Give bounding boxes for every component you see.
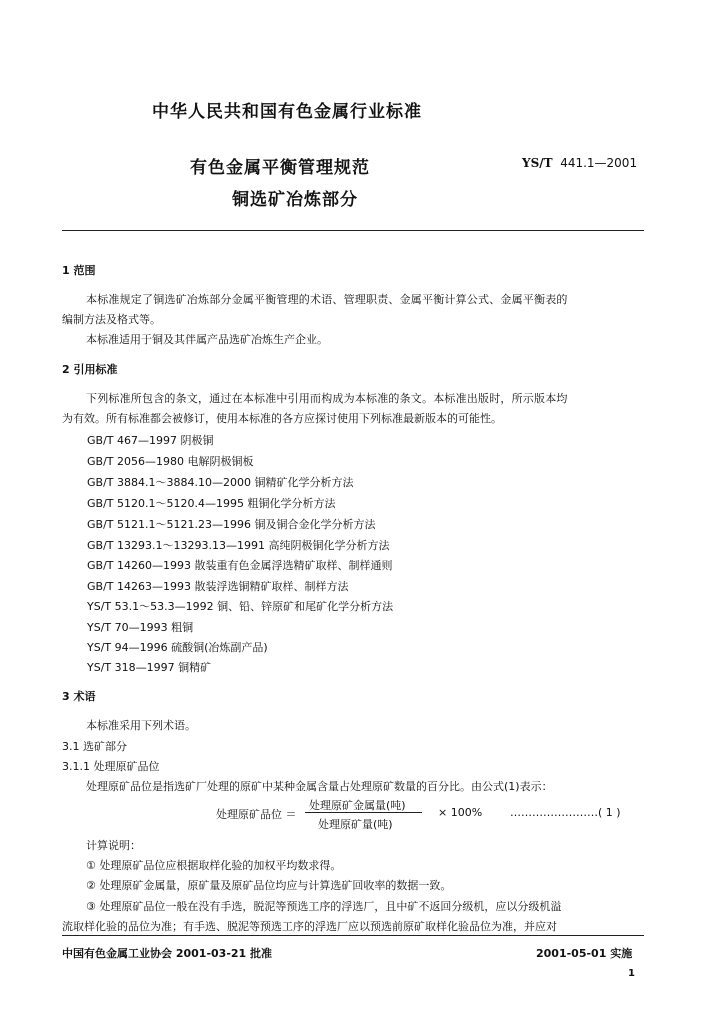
reference-item: GB/T 2056—1980 电解阴极铜板 [87,455,254,468]
page-number: 1 [628,968,635,979]
section-1-paragraph: 本标准规定了铜选矿冶炼部分金属平衡管理的术语、管理职责、金属平衡计算公式、金属平衡表的 [86,293,568,306]
reference-item: GB/T 467—1997 阴极铜 [87,434,214,447]
reference-item: YS/T 318—1997 铜精矿 [87,661,212,674]
reference-item: GB/T 5121.1～5121.23—1996 铜及铜合金化学分析方法 [87,518,376,531]
formula-number: ……………………( 1 ) [510,806,621,819]
approval-info: 中国有色金属工业协会 2001-03-21 批准 [62,947,273,960]
section-3-intro: 本标准采用下列术语。 [86,719,196,732]
reference-item: YS/T 70—1993 粗铜 [87,621,194,634]
reference-item: GB/T 5120.1～5120.4—1995 粗铜化学分析方法 [87,497,336,510]
standard-category-header: 中华人民共和国有色金属行业标准 [152,102,422,122]
subsection-3-1-1-heading: 3.1.1 处理原矿品位 [62,760,160,773]
title-divider [62,230,644,231]
formula-denominator: 处理原矿量(吨) [318,818,393,831]
footer-divider [62,935,644,936]
subsection-3-1-heading: 3.1 选矿部分 [62,740,127,753]
calc-note-continuation: 流取样化验的品位为准；有手选、脱泥等预选工序的浮选厂应以预选前原矿取样化验品位为准，并应对 [62,920,557,933]
standard-code-number: 441.1—2001 [560,156,638,170]
formula-lhs: 处理原矿品位 ＝ [216,808,297,821]
formula-numerator: 处理原矿金属量(吨) [309,799,406,812]
section-3-heading: 3 术语 [62,690,96,703]
document-subtitle: 铜选矿冶炼部分 [232,190,358,210]
reference-item: GB/T 14263—1993 散装浮选铜精矿取样、制样方法 [87,580,349,593]
reference-item: GB/T 14260—1993 散装重有色金属浮选精矿取样、制样通则 [87,559,393,572]
standard-code-prefix: YS/T [522,156,553,170]
calc-note-label: 计算说明： [86,839,141,852]
section-2-paragraph: 下列标准所包含的条文，通过在本标准中引用而构成为本标准的条文。本标准出版时，所示版本均 [86,392,568,405]
definition-text: 处理原矿品位是指选矿厂处理的原矿中某种金属含量占处理原矿数量的百分比。由公式(1)表示： [86,780,553,793]
reference-item: YS/T 94—1996 硫酸铜(冶炼副产品) [87,641,268,654]
section-2-paragraph-cont: 为有效。所有标准都会被修订，使用本标准的各方应探讨使用下列标准最新版本的可能性。 [62,412,502,425]
calc-note-item: ① 处理原矿品位应根据取样化验的加权平均数求得。 [86,859,342,872]
section-1-paragraph-cont: 编制方法及格式等。 [62,313,161,326]
section-1-scope-paragraph: 本标准适用于铜及其伴属产品选矿冶炼生产企业。 [86,333,328,346]
formula-rhs: × 100% [438,806,483,819]
reference-item: GB/T 13293.1～13293.13—1991 高纯阴极铜化学分析方法 [87,539,390,552]
section-1-heading: 1 范围 [62,264,96,277]
document-title: 有色金属平衡管理规范 [190,158,370,178]
reference-item: GB/T 3884.1～3884.10—2000 铜精矿化学分析方法 [87,476,354,489]
standard-code [522,156,637,170]
section-2-heading: 2 引用标准 [62,363,118,376]
reference-item: YS/T 53.1～53.3—1992 铜、铅、锌原矿和尾矿化学分析方法 [87,600,394,613]
calc-note-item: ② 处理原矿金属量，原矿量及原矿品位均应与计算选矿回收率的数据一致。 [86,879,452,892]
calc-note-item: ③ 处理原矿品位一般在没有手选，脱泥等预选工序的浮选厂，且中矿不返回分级机，应以分级机溢 [86,900,562,913]
fraction-bar [305,812,422,813]
implementation-date: 2001-05-01 实施 [536,947,633,960]
